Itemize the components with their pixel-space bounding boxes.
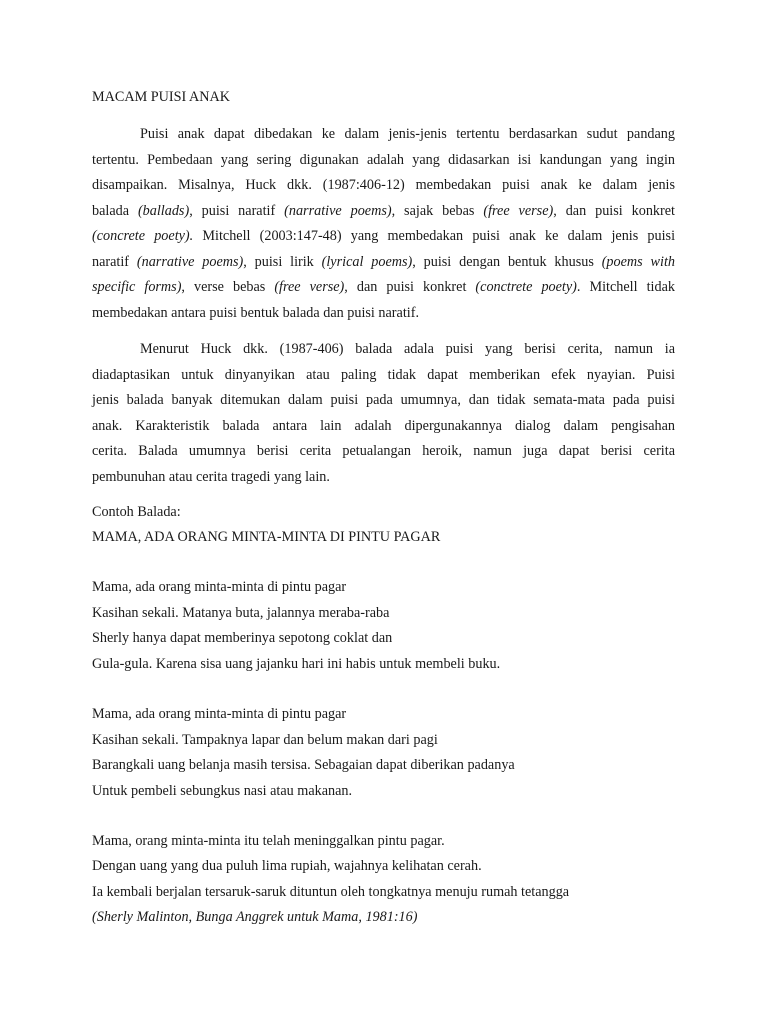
- paragraph-2-line-1: Menurut Huck dkk. (1987-406) balada adala puisi yang berisi cerita, namun ia: [140, 341, 675, 357]
- paragraph-1-line-6: naratif (narrative poems), puisi lirik (lyrical poems), puisi dengan bentuk khusus (poems with: [92, 254, 675, 270]
- stanza-3-line-1: Mama, orang minta-minta itu telah meninggalkan pintu pagar.: [92, 833, 445, 849]
- stanza-2-line-2: Kasihan sekali. Tampaknya lapar dan belum makan dari pagi: [92, 732, 438, 748]
- stanza-2-line-4: Untuk pembeli sebungkus nasi atau makanan.: [92, 783, 353, 799]
- stanza-3-line-3: Ia kembali berjalan tersaruk-saruk dituntun oleh tongkatnya menuju rumah tetangga: [92, 884, 570, 900]
- citation: (Sherly Malinton, Bunga Anggrek untuk Mama, 1981:16): [92, 909, 418, 925]
- paragraph-1-line-5: (concrete poety). Mitchell (2003:147-48) yang membedakan puisi anak ke dalam jenis puisi: [92, 228, 676, 244]
- paragraph-1-line-7: specific forms), verse bebas (free verse), dan puisi konkret (conctrete poety). Mitchell tidak: [92, 279, 675, 295]
- stanza-2-line-1: Mama, ada orang minta-minta di pintu pagar: [92, 706, 347, 722]
- poem-title: MAMA, ADA ORANG MINTA-MINTA DI PINTU PAGAR: [92, 529, 441, 545]
- stanza-3-line-2: Dengan uang yang dua puluh lima rupiah, wajahnya kelihatan cerah.: [92, 858, 482, 874]
- stanza-1-line-4: Gula-gula. Karena sisa uang jajanku hari ini habis untuk membeli buku.: [92, 656, 501, 672]
- paragraph-1-line-4: balada (ballads), puisi naratif (narrative poems), sajak bebas (free verse), dan puisi konkret: [92, 203, 675, 219]
- stanza-1-line-3: Sherly hanya dapat memberinya sepotong coklat dan: [92, 630, 393, 646]
- stanza-1-line-2: Kasihan sekali. Matanya buta, jalannya meraba-raba: [92, 605, 390, 621]
- paragraph-1-line-3: disampaikan. Misalnya, Huck dkk. (1987:406-12) membedakan puisi anak ke dalam jenis: [92, 177, 675, 193]
- paragraph-1-line-1: Puisi anak dapat dibedakan ke dalam jenis-jenis tertentu berdasarkan sudut pandang: [140, 126, 675, 142]
- example-label: Contoh Balada:: [92, 504, 181, 520]
- stanza-1-line-1: Mama, ada orang minta-minta di pintu pagar: [92, 579, 347, 595]
- paragraph-2-line-6: pembunuhan atau cerita tragedi yang lain.: [92, 469, 330, 485]
- paragraph-2-line-3: jenis balada banyak ditemukan dalam puisi pada umumnya, dan tidak semata-mata pada puisi: [92, 392, 675, 408]
- paragraph-2-line-4: anak. Karakteristik balada antara lain adalah dipergunakannya dialog dalam pengisahan: [92, 418, 675, 434]
- paragraph-2-line-5: cerita. Balada umumnya berisi cerita petualangan heroik, namun juga dapat berisi cerita: [92, 443, 675, 459]
- stanza-2-line-3: Barangkali uang belanja masih tersisa. Sebagaian dapat diberikan padanya: [92, 757, 515, 773]
- paragraph-1-line-8: membedakan antara puisi bentuk balada dan puisi naratif.: [92, 305, 419, 321]
- paragraph-1-line-2: tertentu. Pembedaan yang sering digunakan adalah yang didasarkan isi kandungan yang ingin: [92, 152, 675, 168]
- section-title: MACAM PUISI ANAK: [92, 89, 230, 105]
- paragraph-2-line-2: diadaptasikan untuk dinyanyikan atau paling tidak dapat memberikan efek nyayian. Puisi: [92, 367, 675, 383]
